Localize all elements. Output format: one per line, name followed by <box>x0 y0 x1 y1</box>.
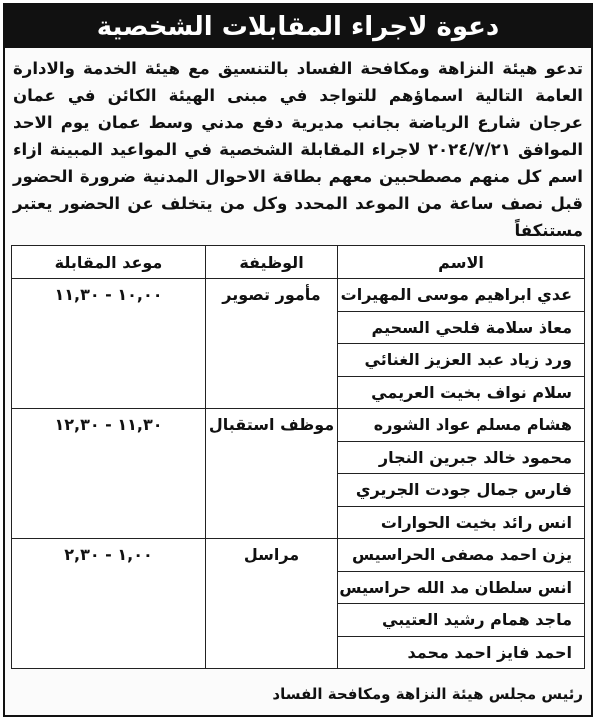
candidate-name: معاذ سلامة فلحي السحيم <box>338 311 585 344</box>
job-title: مأمور تصوير <box>206 279 338 409</box>
interview-time: ١١,٣٠ - ١٢,٣٠ <box>12 409 206 539</box>
interview-time: ١٠,٠٠ - ١١,٣٠ <box>12 279 206 409</box>
candidate-name: يزن احمد مصفى الحراسيس <box>338 539 585 572</box>
table-row <box>12 409 585 442</box>
intro-paragraph: تدعو هيئة النزاهة ومكافحة الفساد بالتنسيق مع هيئة الخدمة والادارة العامة التالية اسماؤهم للتواجد في مبنى الهيئة الكائن في عمان عرجان شارع الرياضة بجانب مديرية دفع مدني وسط عمان يوم الاحد الموافق ٢٠٢٤/٧/٢١ لاجراء المقابلة الشخصية في المواعيد المبينة ازاء اسم كل منهم مصطحبين معهم بطاقة الاحوال المدنية ضرورة الحضور قبل نصف ساعة من الموعد المحدد وكل من يتخلف عن الحضور يعتبر مستنكفاً <box>13 59 584 240</box>
candidate-name: عدي ابراهيم موسى المهيرات <box>338 279 585 312</box>
header-job: الوظيفة <box>206 246 338 279</box>
candidate-name: انس سلطان مد الله حراسيس <box>338 571 585 604</box>
job-title: موظف استقبال <box>206 409 338 539</box>
header-name: الاسم <box>338 246 585 279</box>
interview-time: ١,٠٠ - ٢,٣٠ <box>12 539 206 669</box>
candidate-name: سلام نواف بخيت العريمي <box>338 376 585 409</box>
candidate-name: انس رائد بخيت الحوارات <box>338 506 585 539</box>
announcement-title: دعوة لاجراء المقابلات الشخصية <box>5 5 591 48</box>
interview-schedule-table <box>11 245 585 669</box>
candidate-name: هشام مسلم عواد الشوره <box>338 409 585 442</box>
table-row <box>12 279 585 312</box>
candidate-name: ماجد همام رشيد العتيبي <box>338 604 585 637</box>
announcement-frame <box>3 3 593 717</box>
table-row <box>12 539 585 572</box>
table-header-row <box>12 246 585 279</box>
candidate-name: محمود خالد جبرين النجار <box>338 441 585 474</box>
signature-line: رئيس مجلس هيئة النزاهة ومكافحة الفساد <box>272 685 583 703</box>
header-time: موعد المقابلة <box>12 246 206 279</box>
candidate-name: ورد زياد عبد العزيز الغنائي <box>338 344 585 377</box>
candidate-name: فارس جمال جودت الجريري <box>338 474 585 507</box>
candidate-name: احمد فايز احمد محمد <box>338 636 585 669</box>
job-title: مراسل <box>206 539 338 669</box>
